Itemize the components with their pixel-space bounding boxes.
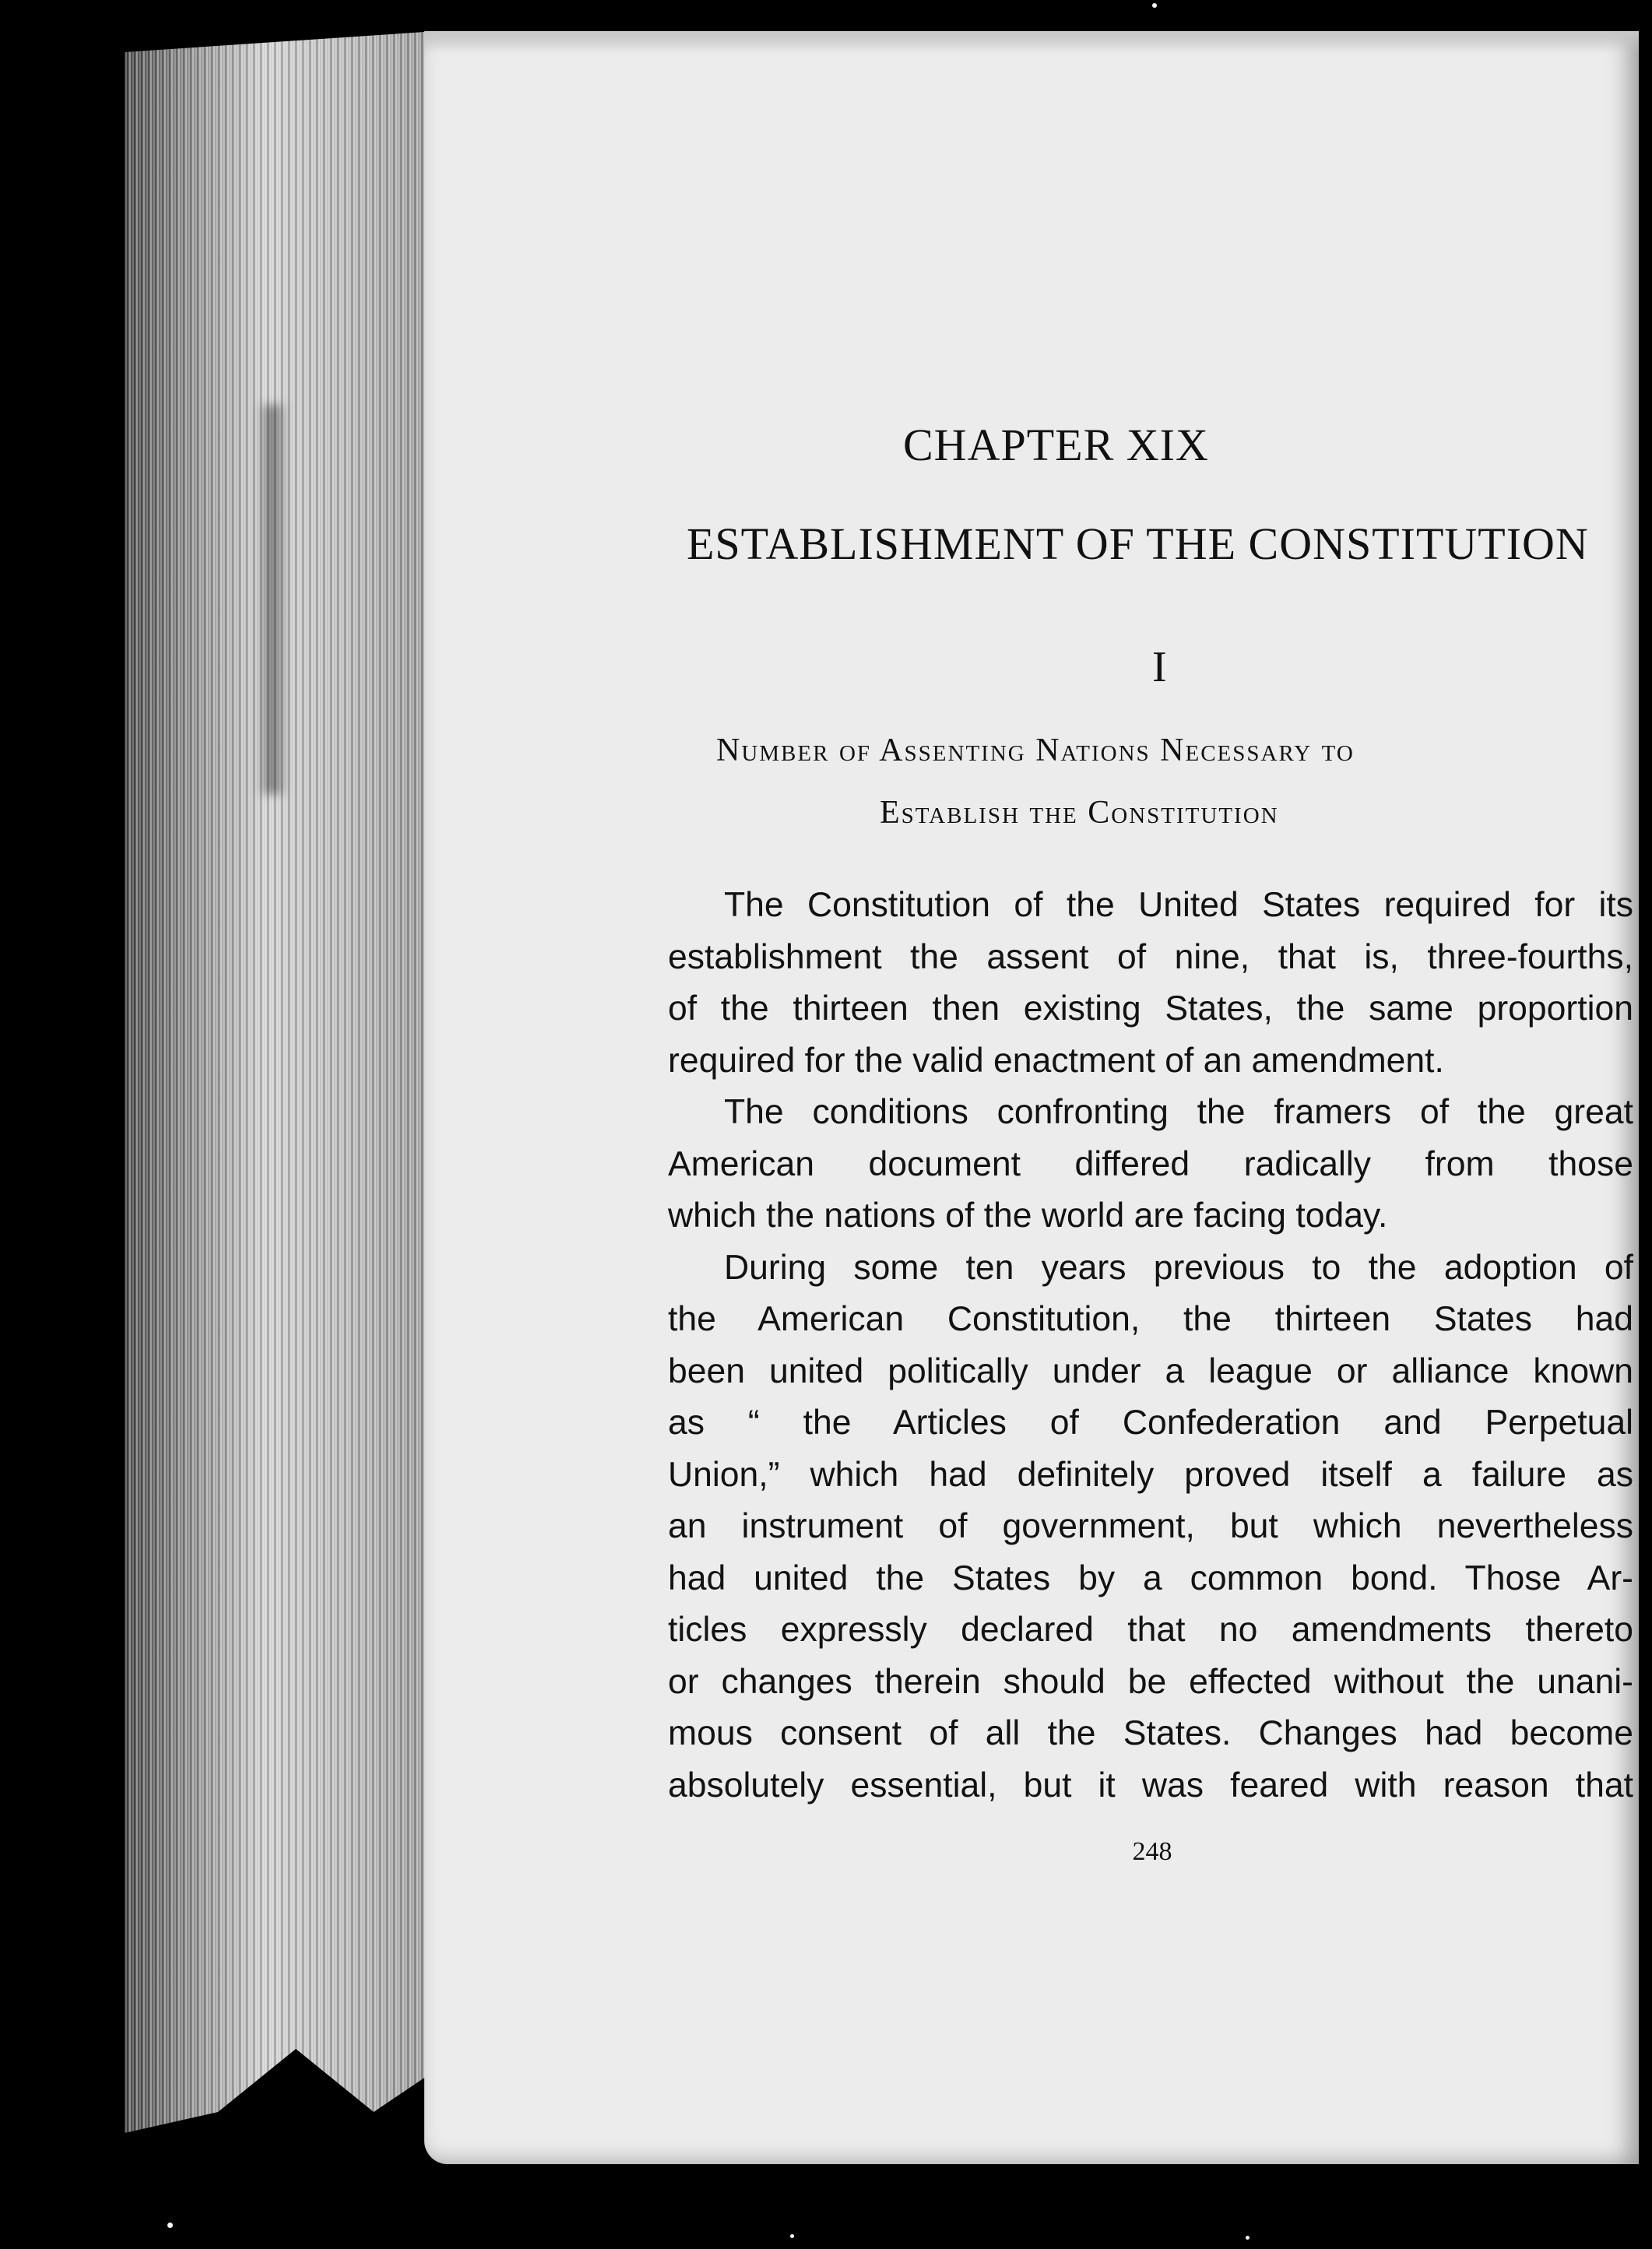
text-line: mous consent of all the States. Changes had become (668, 1714, 1633, 1752)
text-line: establishment the assent of nine, that is, three-fourths, (668, 937, 1633, 976)
section-number: I (1152, 643, 1167, 691)
text-line: of the thirteen then existing States, the same proportion (668, 989, 1633, 1028)
text-line: During some ten years previous to the adoption of (724, 1248, 1633, 1287)
scan-speck (1152, 3, 1157, 8)
chapter-title: ESTABLISHMENT OF THE CONSTITUTION (687, 518, 1589, 569)
page-edge-shadow (257, 405, 288, 794)
paragraph-1 (668, 880, 1633, 1087)
text-line: ticles expressly declared that no amendments thereto (668, 1611, 1633, 1649)
text-line: been united politically under a league or alliance known (668, 1351, 1633, 1390)
book-page-edges (125, 31, 436, 2133)
text-line: The Constitution of the United States required for its (724, 886, 1633, 924)
body-text (668, 880, 1633, 1811)
text-line: or changes therein should be effected without the unani- (668, 1662, 1633, 1701)
section-heading-line-2: Establish the Constitution (880, 795, 1279, 831)
text-line: as “ the Articles of Confederation and Perpetual (668, 1404, 1633, 1442)
scan-speck (1246, 2236, 1250, 2240)
text-line: The conditions confronting the framers of the great (724, 1093, 1633, 1131)
chapter-heading: CHAPTER XIX (903, 420, 1209, 470)
page-number: 248 (1132, 1837, 1172, 1866)
text-line: absolutely essential, but it was feared with reason that (668, 1766, 1633, 1804)
paragraph-3 (668, 1242, 1633, 1812)
text-line: American document differed radically from those (668, 1144, 1633, 1183)
text-line: an instrument of government, but which nevertheless (668, 1507, 1633, 1545)
page-top-shadow (424, 31, 1639, 53)
scan-speck (790, 2234, 794, 2238)
text-line: the American Constitution, the thirteen States had (668, 1300, 1633, 1338)
text-line: had united the States by a common bond. Those Ar- (668, 1558, 1633, 1597)
text-line: Union,” which had definitely proved itself a failure as (668, 1455, 1633, 1494)
section-heading-line-1: Number of Assenting Nations Necessary to (716, 733, 1355, 768)
text-line: which the nations of the world are facing today. (668, 1197, 1388, 1235)
scan-speck (167, 2223, 173, 2228)
paragraph-2 (668, 1087, 1633, 1242)
text-line: required for the valid enactment of an amendment. (668, 1041, 1444, 1080)
